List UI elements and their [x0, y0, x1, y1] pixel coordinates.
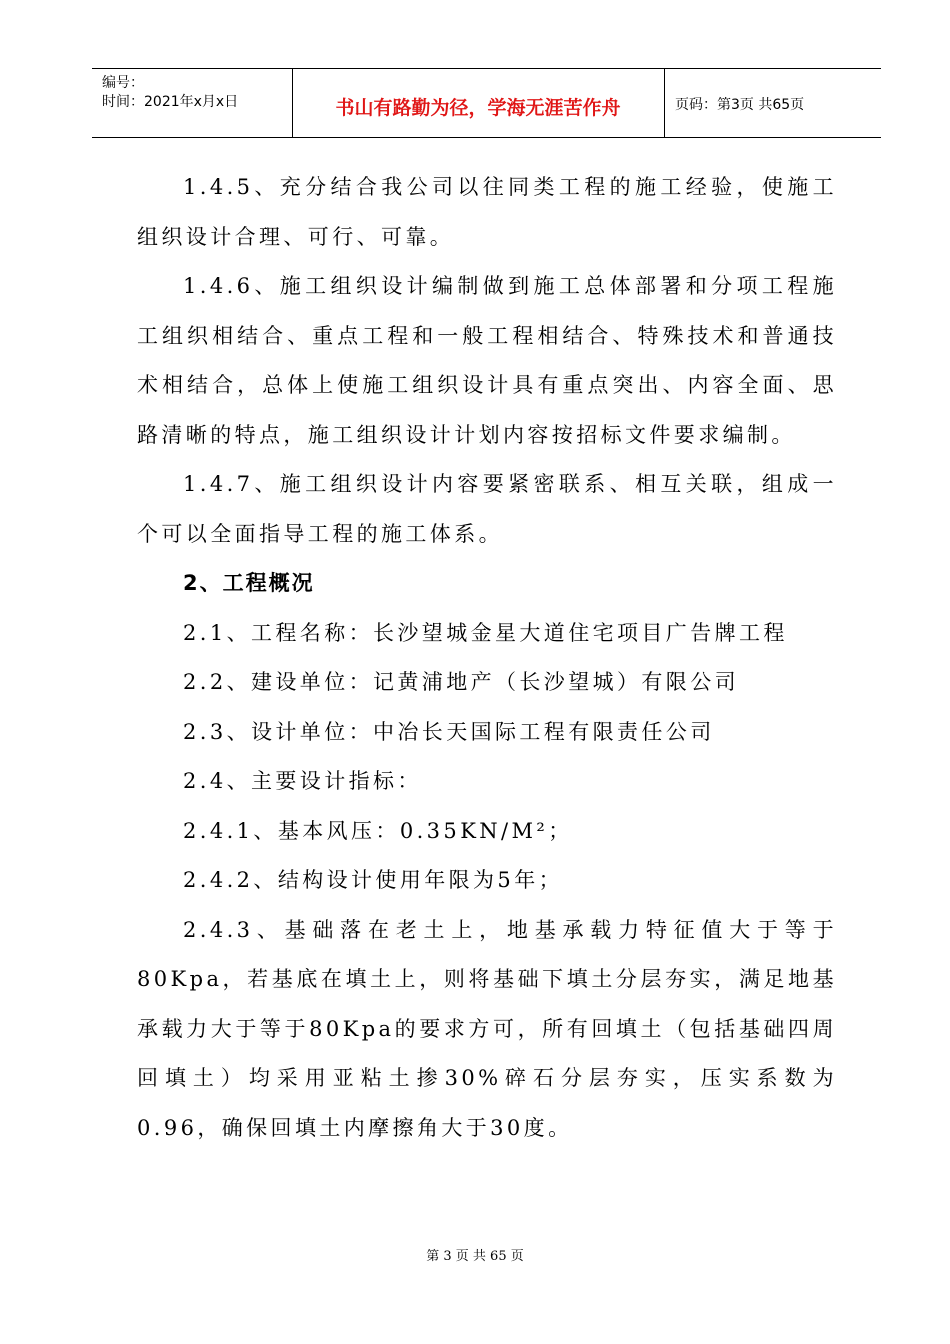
- document-body: [137, 163, 837, 1153]
- paragraph-2-1: 2.1、工程名称：长沙望城金星大道住宅项目广告牌工程: [183, 620, 788, 645]
- header-meta-cell: [92, 69, 293, 137]
- paragraph-2-4-1: 2.4.1、基本风压：0.35KN/M²；: [183, 818, 573, 843]
- paragraph-2-3: 2.3、设计单位：中冶长天国际工程有限责任公司: [183, 719, 715, 744]
- document-number-label: 编号：: [102, 75, 144, 91]
- paragraph-2-2: 2.2、建设单位：记黄浦地产（长沙望城）有限公司: [183, 670, 739, 694]
- paragraph-2-4-2: 2.4.2、结构设计使用年限为5年；: [183, 868, 563, 892]
- page-header: [92, 68, 881, 138]
- paragraph-2-4: 2.4、主要设计指标：: [183, 769, 422, 793]
- page-footer: 第 3 页 共 65 页: [426, 1249, 524, 1264]
- paragraph-1-4-5: 1.4.5、充分结合我公司以往同类工程的施工经验，使施工组织设计合理、可行、可靠。: [137, 175, 837, 249]
- header-motto: 书山有路勤为径，学海无涯苦作舟: [335, 97, 621, 119]
- paragraph-1-4-7: 1.4.7、施工组织设计内容要紧密联系、相互关联，组成一个可以全面指导工程的施工体系。: [137, 472, 837, 546]
- header-page-cell: [665, 69, 881, 137]
- document-time-label: 时间：2021年x月x日: [102, 94, 239, 110]
- section-heading-project-overview: 2、工程概况: [183, 571, 315, 595]
- header-page-info: 页码：第3页 共65页: [675, 97, 805, 113]
- header-motto-cell: [292, 69, 665, 137]
- paragraph-1-4-6: 1.4.6、施工组织设计编制做到施工总体部署和分项工程施工组织相结合、重点工程和一般工程相结合、特殊技术和普通技术相结合，总体上使施工组织设计具有重点突出、内容全面、思路清晰的特点，施工组织设计计划内容按招标文件要求编制。: [137, 274, 837, 447]
- paragraph-2-4-3: 2.4.3、基础落在老土上，地基承载力特征值大于等于80Kpa，若基底在填土上，则将基础下填土分层夯实，满足地基承载力大于等于80Kpa的要求方可，所有回填土（包括基础四周回填土）均采用亚粘土掺30%碎石分层夯实，压实系数为0.96，确保回填土内摩擦角大于30度。: [137, 917, 837, 1140]
